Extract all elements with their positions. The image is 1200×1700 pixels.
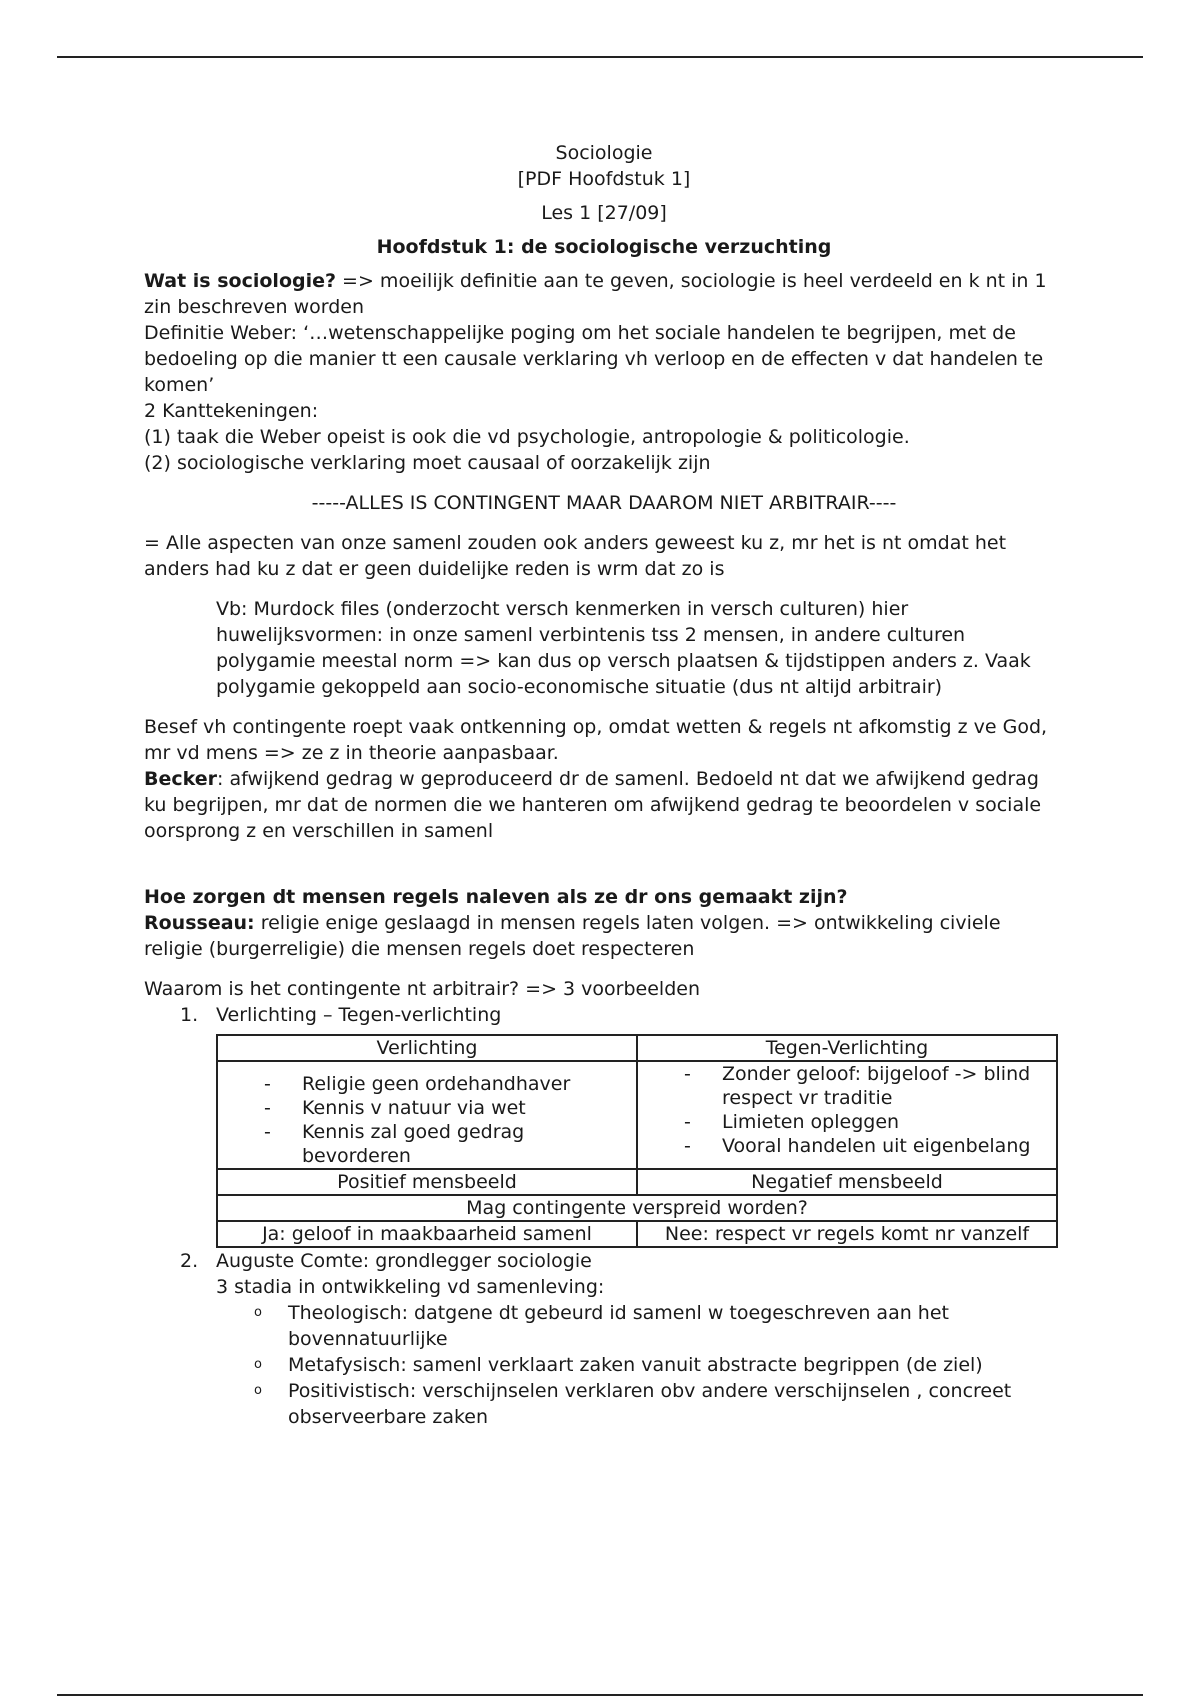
list-item: o Theologisch: datgene dt gebeurd id samenl w toegeschreven aan het bovennatuurlijke xyxy=(216,1300,1064,1352)
kanttekening-1: (1) taak die Weber opeist is ook die vd psychologie, antropologie & politicologie. xyxy=(144,426,910,448)
intro-answer: => moeilijk definitie aan te geven, sociologie is heel verdeeld en k nt in 1 zin beschreven worden xyxy=(144,270,1047,318)
positief-mensbeeld: Positief mensbeeld xyxy=(217,1169,637,1195)
table-row xyxy=(217,1035,1057,1061)
bottom-rule xyxy=(57,1694,1143,1696)
list-item: - Religie geen ordehandhaver xyxy=(224,1072,630,1096)
list-item: - Limieten opleggen xyxy=(644,1110,1050,1134)
document-page xyxy=(144,140,1064,1430)
list-item: - Kennis v natuur via wet xyxy=(224,1096,630,1120)
list-number: 2. xyxy=(180,1250,199,1272)
list-item: - Kennis zal goed gedrag bevorderen xyxy=(224,1120,630,1168)
becker-text: : afwijkend gedrag w geproduceerd dr de samenl. Bedoeld nt dat we afwijkend gedrag ku begrijpen, mr dat de normen die we hanteren om afwijkend gedrag te beoordelen v sociale oorsprong z en verschillen in samenl xyxy=(144,768,1042,842)
list-label: Auguste Comte: grondlegger sociologie xyxy=(216,1250,592,1272)
tegen-verlichting-points xyxy=(637,1061,1057,1169)
intro-paragraph xyxy=(144,268,1064,320)
table-row xyxy=(217,1195,1057,1221)
lesson-label: Les 1 [27/09] xyxy=(541,202,667,224)
table-row xyxy=(217,1221,1057,1247)
besef-paragraph: Besef vh contingente roept vaak ontkenning op, omdat wetten & regels nt afkomstig z ve God, mr vd mens => ze z in theorie aanpasbaar. xyxy=(144,716,1048,764)
comparison-table xyxy=(216,1034,1058,1248)
murdock-example: Vb: Murdock files (onderzocht versch kenmerken in versch culturen) hier huwelijksvormen: in onze samenl verbintenis tss 2 mensen, in andere culturen polygamie meestal norm => kan dus op versch plaatsen & tijdstippen anders z. Vaak polygamie gekoppeld aan socio-economische situatie (dus nt altijd arbitrair) xyxy=(216,598,1031,698)
table-header-tegen-verlichting: Tegen-Verlichting xyxy=(637,1035,1057,1061)
list-item xyxy=(144,1248,1064,1430)
answer-nee: Nee: respect vr regels komt nr vanzelf xyxy=(637,1221,1057,1247)
becker-paragraph xyxy=(144,766,1064,844)
kanttekening-2: (2) sociologische verklaring moet causaal of oorzakelijk zijn xyxy=(144,452,711,474)
table-row xyxy=(217,1061,1057,1169)
waarom-question: Waarom is het contingente nt arbitrair? => 3 voorbeelden xyxy=(144,978,700,1000)
verlichting-points xyxy=(217,1061,637,1169)
list-item: - Vooral handelen uit eigenbelang xyxy=(644,1134,1050,1158)
table-row xyxy=(217,1169,1057,1195)
becker-name: Becker xyxy=(144,768,218,790)
top-rule xyxy=(57,56,1143,58)
table-question: Mag contingente verspreid worden? xyxy=(217,1195,1057,1221)
section2-heading: Hoe zorgen dt mensen regels naleven als ze dr ons gemaakt zijn? xyxy=(144,886,848,908)
examples-list xyxy=(144,1002,1064,1430)
kanttekeningen-title: 2 Kanttekeningen: xyxy=(144,400,319,422)
list-item: - Zonder geloof: bijgeloof -> blind respect vr traditie xyxy=(644,1062,1050,1110)
doc-subtitle: [PDF Hoofdstuk 1] xyxy=(517,168,691,190)
list-item xyxy=(144,1002,1064,1248)
rousseau-name: Rousseau: xyxy=(144,912,255,934)
answer-ja: Ja: geloof in maakbaarheid samenl xyxy=(217,1221,637,1247)
chapter-heading: Hoofdstuk 1: de sociologische verzuchting xyxy=(376,236,832,258)
list-sublabel: 3 stadia in ontwikkeling vd samenleving: xyxy=(216,1276,605,1298)
list-number: 1. xyxy=(180,1004,199,1026)
weber-definition: Definitie Weber: ‘…wetenschappelijke poging om het sociale handelen te begrijpen, met de bedoeling op die manier tt een causale verklaring vh verloop en de effecten v dat handelen te komen’ xyxy=(144,322,1044,396)
contingent-explanation: = Alle aspecten van onze samenl zouden ook anders geweest ku z, mr het is nt omdat het anders had ku z dat er geen duidelijke reden is wrm dat zo is xyxy=(144,532,1007,580)
negatief-mensbeeld: Negatief mensbeeld xyxy=(637,1169,1057,1195)
list-label: Verlichting – Tegen-verlichting xyxy=(216,1004,502,1026)
rousseau-text: religie enige geslaagd in mensen regels laten volgen. => ontwikkeling civiele religie (burgerreligie) die mensen regels doet respecteren xyxy=(144,912,1001,960)
doc-title: Sociologie xyxy=(555,142,653,164)
list-item: o Metafysisch: samenl verklaart zaken vanuit abstracte begrippen (de ziel) xyxy=(216,1352,1064,1378)
table-header-verlichting: Verlichting xyxy=(217,1035,637,1061)
list-item: o Positivistisch: verschijnselen verklaren obv andere verschijnselen , concreet observeerbare zaken xyxy=(216,1378,1064,1430)
rousseau-paragraph xyxy=(144,910,1064,962)
stages-list xyxy=(216,1300,1064,1430)
intro-question: Wat is sociologie? xyxy=(144,270,337,292)
motto: -----ALLES IS CONTINGENT MAAR DAAROM NIET ARBITRAIR---- xyxy=(311,492,897,514)
